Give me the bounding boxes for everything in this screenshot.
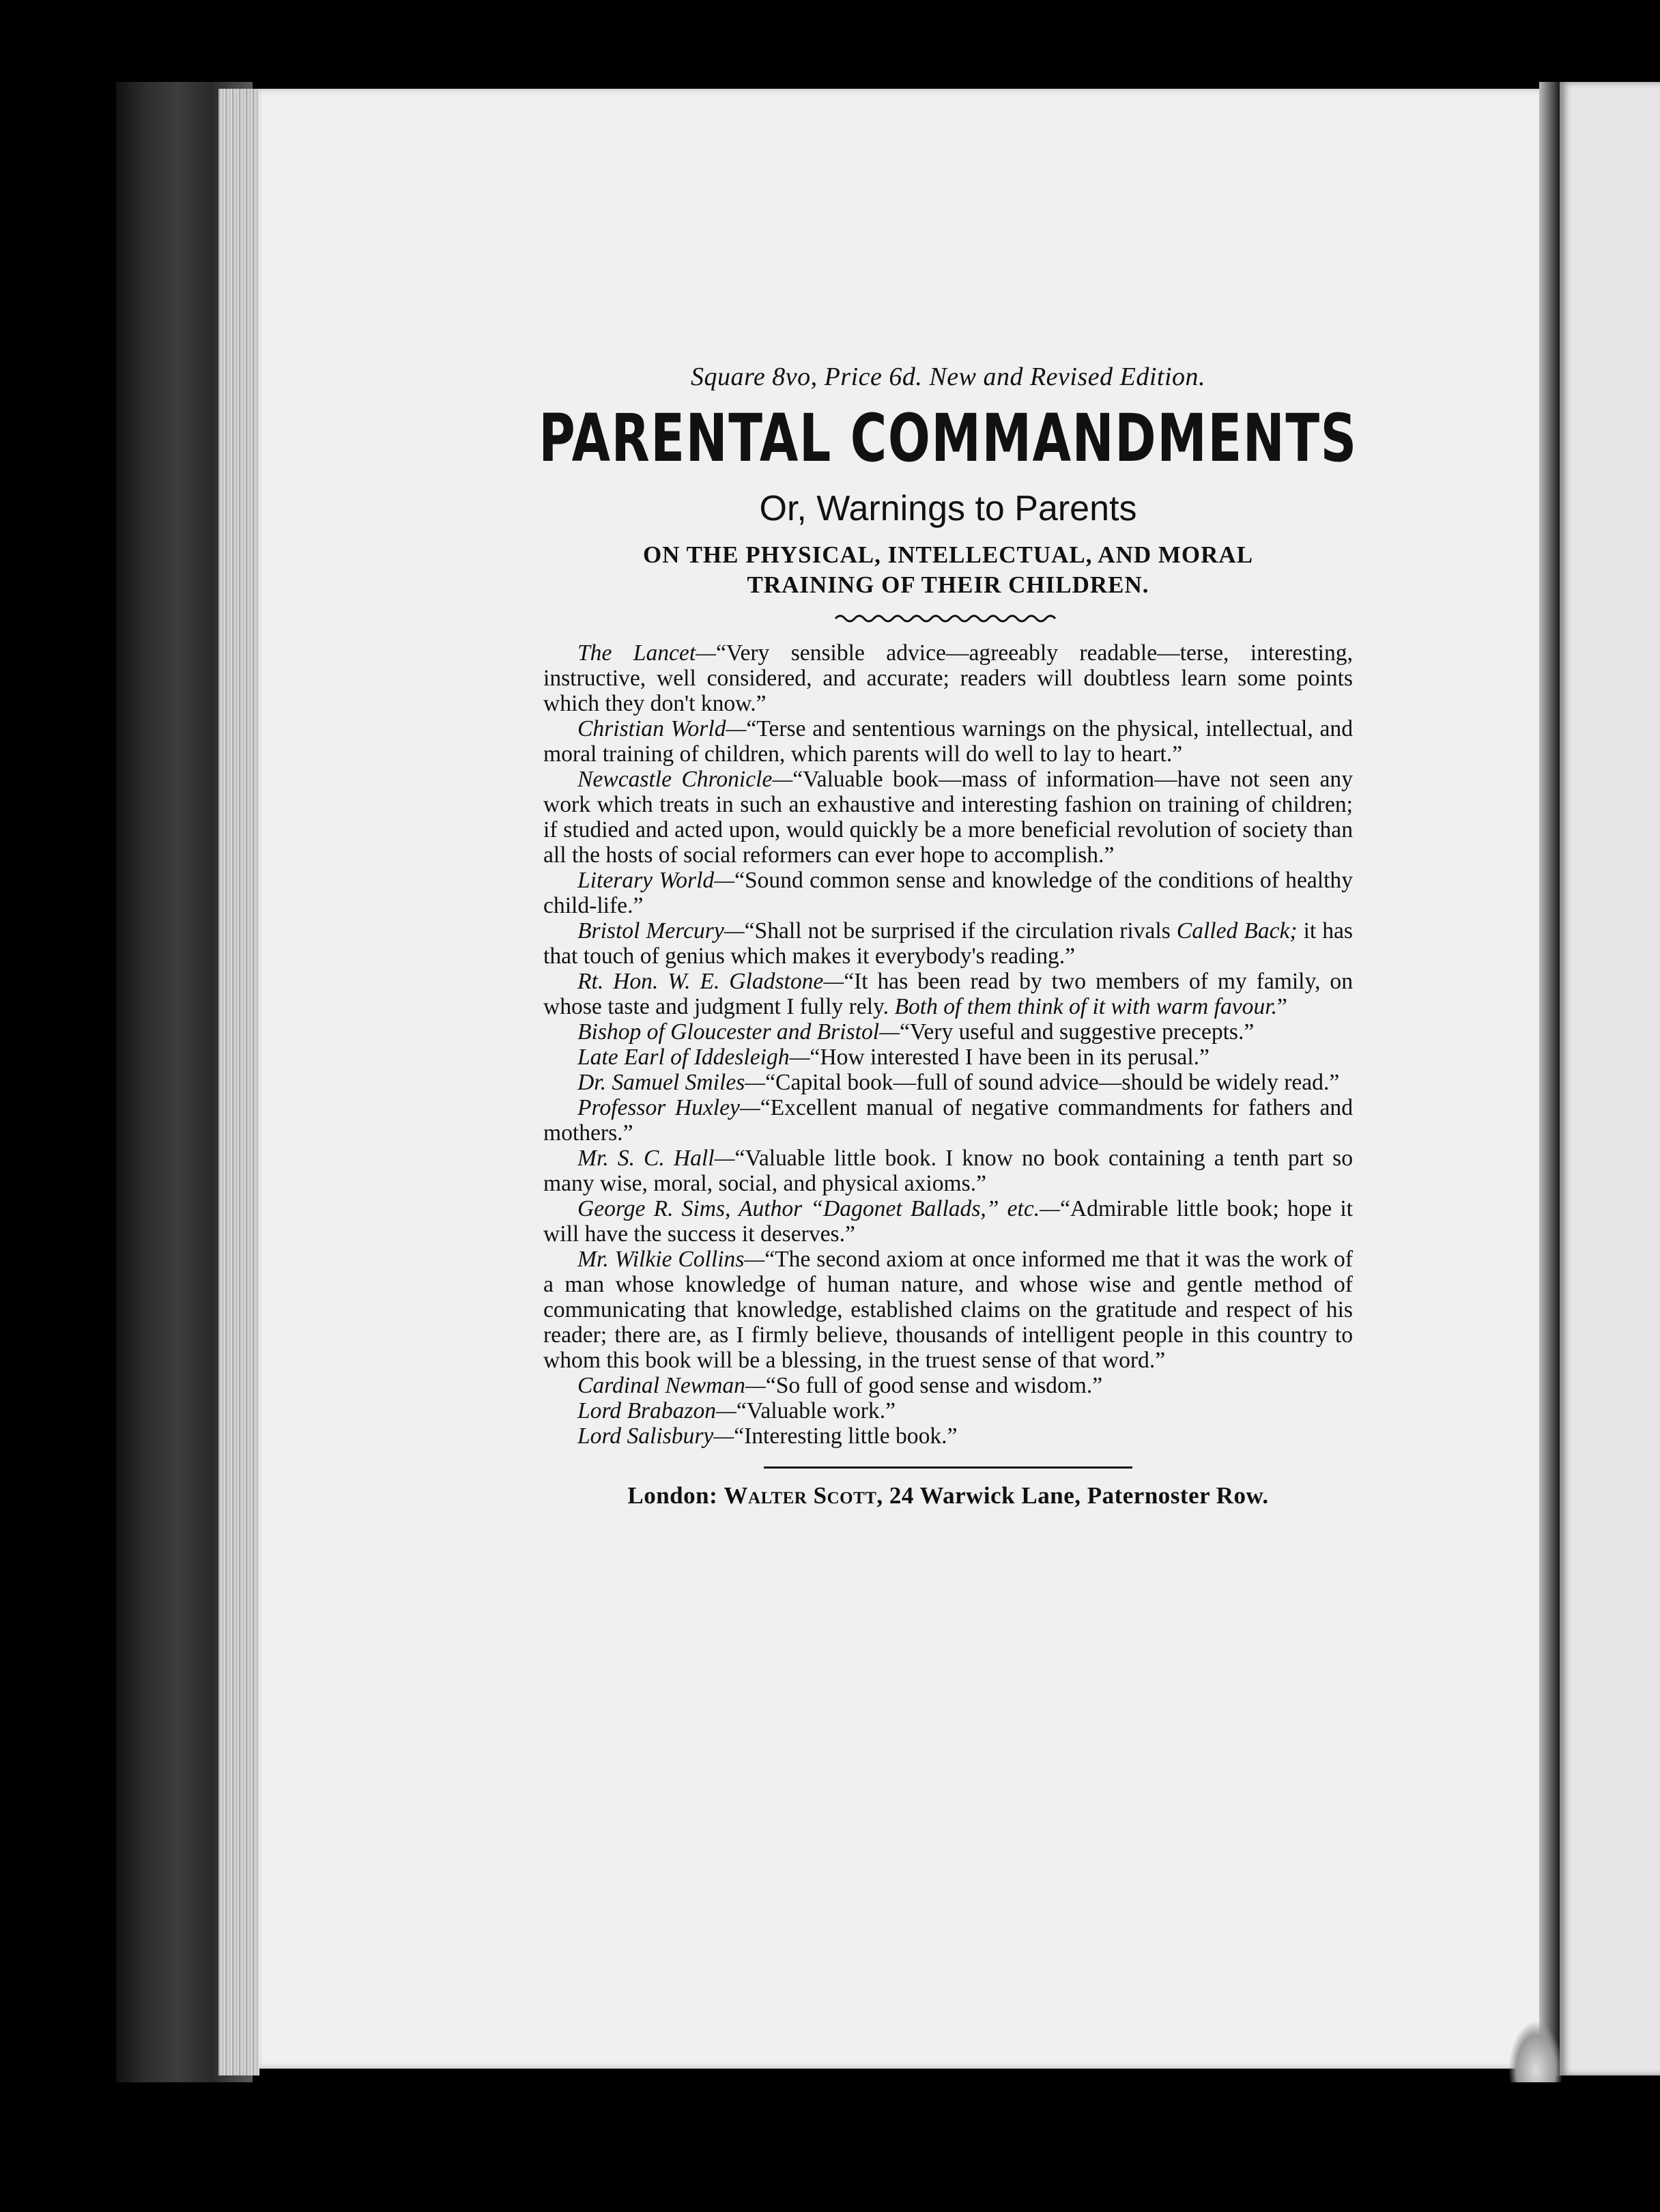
review-quote: “Excellent manual of negative commandments for fathers and mothers.” bbox=[543, 1095, 1353, 1146]
review-quote: “Shall not be surprised if the circulation rivals bbox=[744, 918, 1177, 944]
review-source: Bristol Mercury— bbox=[577, 918, 745, 944]
imprint-address: , 24 Warwick Lane, Paternoster Row. bbox=[876, 1482, 1269, 1509]
page-gutter bbox=[1539, 82, 1560, 2075]
review-source: Mr. Wilkie Collins— bbox=[577, 1247, 765, 1273]
review-source: Rt. Hon. W. E. Gladstone— bbox=[577, 969, 844, 995]
subhead-line-2: TRAINING OF THEIR CHILDREN. bbox=[747, 571, 1149, 598]
review-item bbox=[543, 1095, 1353, 1146]
facing-page-edge bbox=[1560, 82, 1660, 2075]
review-quote: “It has been read by two members of my family, on whose taste and judgment I fully rely. bbox=[543, 969, 1353, 1020]
review-source: Professor Huxley— bbox=[577, 1095, 760, 1121]
review-source: Literary World— bbox=[577, 868, 735, 894]
review-item bbox=[543, 1247, 1353, 1373]
imprint-publisher: Walter Scott bbox=[724, 1482, 877, 1509]
page-corner bbox=[1508, 2021, 1563, 2082]
review-item bbox=[543, 1398, 1353, 1423]
review-item bbox=[543, 969, 1353, 1019]
review-item bbox=[543, 716, 1353, 767]
subtitle: Or, Warnings to Parents bbox=[759, 488, 1137, 528]
review-source: Lord Brabazon— bbox=[577, 1398, 736, 1424]
review-item bbox=[543, 1070, 1353, 1095]
review-quote-emphasis: Called Back; bbox=[1176, 918, 1298, 944]
review-item bbox=[543, 1045, 1353, 1070]
review-quote: “Valuable work.” bbox=[736, 1398, 896, 1424]
review-quote: “How interested I have been in its perusal.” bbox=[810, 1045, 1210, 1070]
review-item bbox=[543, 767, 1353, 868]
publisher-imprint bbox=[543, 1482, 1353, 1509]
review-quote: “Sound common sense and knowledge of the conditions of healthy child-life.” bbox=[543, 868, 1353, 919]
review-quote: “The second axiom at once informed me that it was the work of a man whose knowledge of human nature, and whose wise and gentle method of communicating that knowledge, established claims on the gratitude and respect of his reader; there are, as I firmly believe, thousands of intelligent people in this country to whom this book will be a blessing, in the truest sense of that word.” bbox=[543, 1247, 1354, 1374]
review-source: George R. Sims, Author “Dagonet Ballads,” etc.— bbox=[577, 1196, 1061, 1222]
review-source: Bishop of Gloucester and Bristol— bbox=[577, 1019, 900, 1045]
review-item bbox=[543, 1423, 1353, 1449]
review-item bbox=[543, 868, 1353, 918]
review-source: Newcastle Chronicle— bbox=[577, 767, 793, 793]
review-source: Christian World— bbox=[577, 716, 747, 742]
review-source: The Lancet— bbox=[577, 640, 717, 666]
review-item bbox=[543, 1019, 1353, 1045]
advertisement-text bbox=[539, 362, 1358, 1509]
review-quote-end: ” bbox=[1277, 994, 1287, 1020]
review-item bbox=[543, 1146, 1353, 1196]
page-edges bbox=[218, 89, 259, 2075]
review-quote: “Very useful and suggestive precepts.” bbox=[899, 1019, 1255, 1045]
review-source: Mr. S. C. Hall— bbox=[577, 1146, 735, 1172]
review-source: Lord Salisbury— bbox=[577, 1423, 734, 1449]
review-item bbox=[543, 918, 1353, 969]
edition-line: Square 8vo, Price 6d. New and Revised Edition. bbox=[691, 363, 1205, 391]
review-item bbox=[543, 1373, 1353, 1398]
review-quote: “Interesting little book.” bbox=[734, 1423, 958, 1449]
review-quote: “Admirable little book; hope it will have the success it deserves.” bbox=[543, 1196, 1353, 1247]
review-source: Late Earl of Iddesleigh— bbox=[577, 1045, 810, 1070]
review-source: Dr. Samuel Smiles— bbox=[577, 1070, 766, 1096]
review-quote: “So full of good sense and wisdom.” bbox=[765, 1373, 1103, 1399]
wavy-ornament-divider bbox=[832, 612, 1064, 625]
review-source: Cardinal Newman— bbox=[577, 1373, 766, 1399]
subhead-line-1: ON THE PHYSICAL, INTELLECTUAL, AND MORAL bbox=[642, 541, 1254, 568]
divider-rule bbox=[764, 1466, 1132, 1469]
subhead bbox=[543, 540, 1353, 600]
review-quote: “Valuable book—mass of information—have not seen any work which treats in such an exhaustive and interesting fashion on training of children; if studied and acted upon, would quickly be a more beneficial revolution of society than all the hosts of social reformers can ever hope to accomplish.” bbox=[543, 767, 1353, 868]
review-quote-emphasis: Both of them think of it with warm favour. bbox=[894, 994, 1278, 1020]
review-quote: “Terse and sententious warnings on the physical, intellectual, and moral training of children, which parents will do well to lay to heart.” bbox=[543, 716, 1353, 767]
review-item bbox=[543, 1196, 1353, 1247]
review-quote: “Valuable little book. I know no book containing a tenth part so many wise, moral, social, and physical axioms.” bbox=[543, 1146, 1353, 1197]
review-quote: “Capital book—full of sound advice—should be widely read.” bbox=[765, 1070, 1340, 1096]
review-list bbox=[543, 640, 1353, 1449]
main-title: PARENTAL COMMANDMENTS bbox=[539, 400, 1358, 477]
review-item bbox=[543, 640, 1353, 716]
imprint-prefix: London: bbox=[627, 1482, 724, 1509]
review-quote: “Very sensible advice—agreeably readable—terse, interesting, instructive, well considered, and accurate; readers will doubtless learn some points which they don't know.” bbox=[543, 640, 1353, 717]
review-quote-end: it has that touch of genius which makes it everybody's reading.” bbox=[543, 918, 1353, 969]
